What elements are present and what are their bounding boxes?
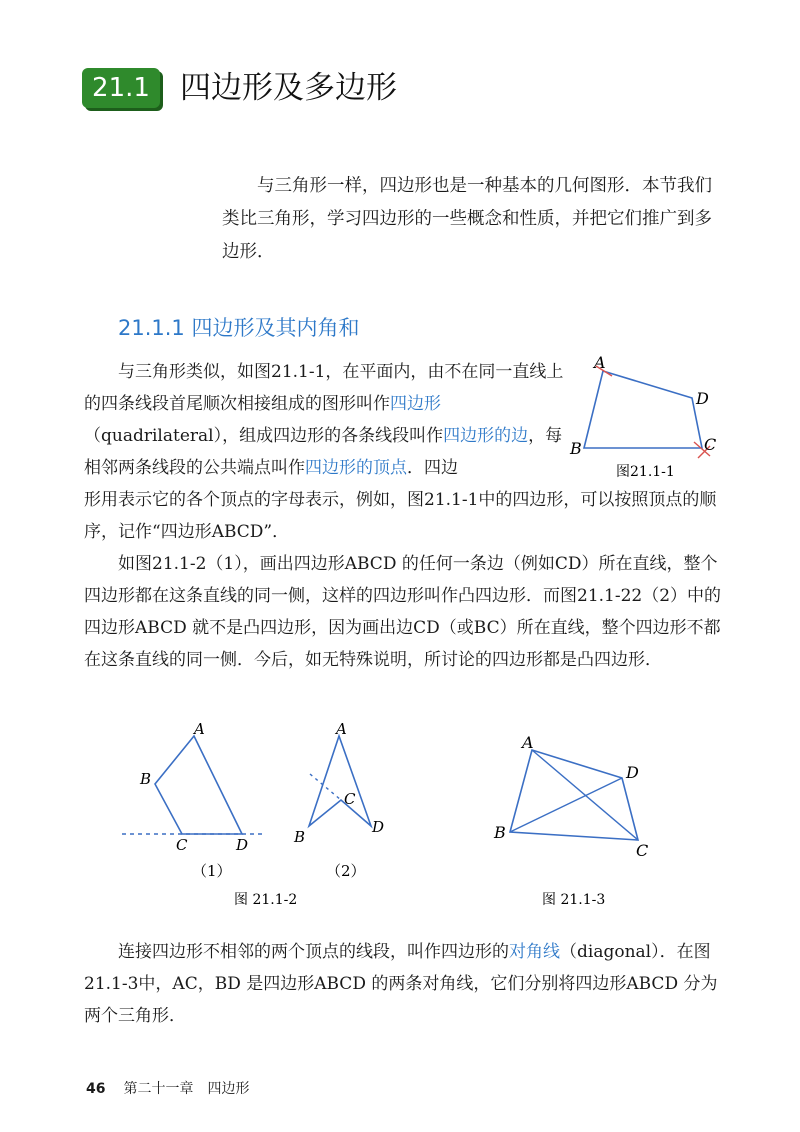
figure-21-2: [110, 718, 410, 914]
figure-caption: 图 21.1-3: [542, 892, 606, 908]
section-title: 四边形及多边形: [180, 70, 397, 106]
term-quadrilateral: 四边形: [390, 394, 441, 414]
diagonal-bd: [510, 778, 622, 832]
figure-21-3: [486, 728, 686, 908]
chapter-name: 第二十一章 四边形: [123, 1081, 250, 1097]
vertex-label: C: [344, 790, 356, 808]
diagonal-ac: [532, 750, 638, 840]
vertex-label: A: [194, 720, 205, 738]
para3-text-2: （diagonal）．在图21.1-3中，AC，BD 是四边形ABCD 的两条对角线，它们分别将四边形ABCD 分为两个三角形．: [84, 942, 718, 1026]
paragraph-convex: 如图21.1-2（1），画出四边形ABCD 的任何一条边（例如CD）所在直线，整个四边形都在这条直线的同一侧，这样的四边形叫作凸四边形．而图21.1-22（2）中的四边形ABCD 就不是凸四边形，因为画出边CD（或BC）所在直线，整个四边形不都在这条直线的同一侧．今后，如无特殊说明，所讨论的四边形都是凸四边形．: [84, 554, 722, 670]
quadrilateral-shape: [510, 750, 638, 840]
intro-text: 与三角形一样，四边形也是一种基本的几何图形．本节我们类比三角形，学习四边形的一些概念和性质，并把它们推广到多边形．: [222, 176, 712, 262]
vertex-label: D: [696, 389, 709, 408]
vertex-label: B: [570, 439, 582, 458]
term-vertex: 四边形的顶点: [305, 458, 407, 478]
vertex-label: B: [140, 770, 152, 788]
sub-caption: （2）: [326, 862, 366, 880]
section-number: 21.1: [92, 73, 150, 103]
vertex-label: D: [372, 818, 385, 836]
para1-text-4: ．四边: [407, 458, 458, 478]
convex-quadrilateral: [155, 736, 242, 834]
vertex-label: A: [594, 353, 606, 372]
paragraph-continued: [84, 484, 724, 676]
para1-text-2: （quadrilateral），组成四边形的各条线段叫作: [84, 426, 444, 446]
page-footer: [86, 1078, 249, 1098]
paragraph-definition: [84, 356, 564, 484]
paragraph-diagonal: [84, 936, 724, 1032]
intro-paragraph: [222, 170, 722, 269]
figure-caption: 图 21.1-2: [234, 892, 298, 908]
figure-caption: 图21.1-1: [616, 464, 675, 480]
term-side: 四边形的边: [443, 426, 529, 446]
figure-21-1: [560, 352, 740, 486]
para3-text-1: 连接四边形不相邻的两个顶点的线段，叫作四边形的: [118, 942, 509, 962]
para1-text-3: ，每相邻两条线段的公共端点叫作: [84, 426, 563, 478]
quadrilateral-shape: [584, 371, 702, 448]
term-diagonal: 对角线: [509, 942, 560, 962]
vertex-label: D: [626, 763, 639, 782]
concave-quadrilateral: [309, 736, 371, 826]
para1-text-1: 与三角形类似，如图21.1-1，在平面内，由不在同一直线上的四条线段首尾顺次相接组成的图形叫作: [84, 362, 564, 414]
subsection-title: 21.1.1 四边形及其内角和: [118, 316, 360, 340]
vertex-label: D: [236, 836, 249, 854]
vertex-label: A: [336, 720, 347, 738]
vertex-label: B: [494, 823, 506, 842]
vertex-label: C: [176, 836, 188, 854]
vertex-label: C: [636, 841, 649, 860]
vertex-label: B: [294, 828, 306, 846]
vertex-label: C: [704, 435, 717, 454]
vertex-label: A: [522, 733, 534, 752]
page-number: 46: [86, 1081, 106, 1097]
sub-caption: （1）: [192, 862, 232, 880]
para1-continued-text: 形用表示它的各个顶点的字母表示，例如，图21.1-1中的四边形，可以按照顶点的顺序，记作“四边形ABCD”．: [84, 490, 717, 542]
